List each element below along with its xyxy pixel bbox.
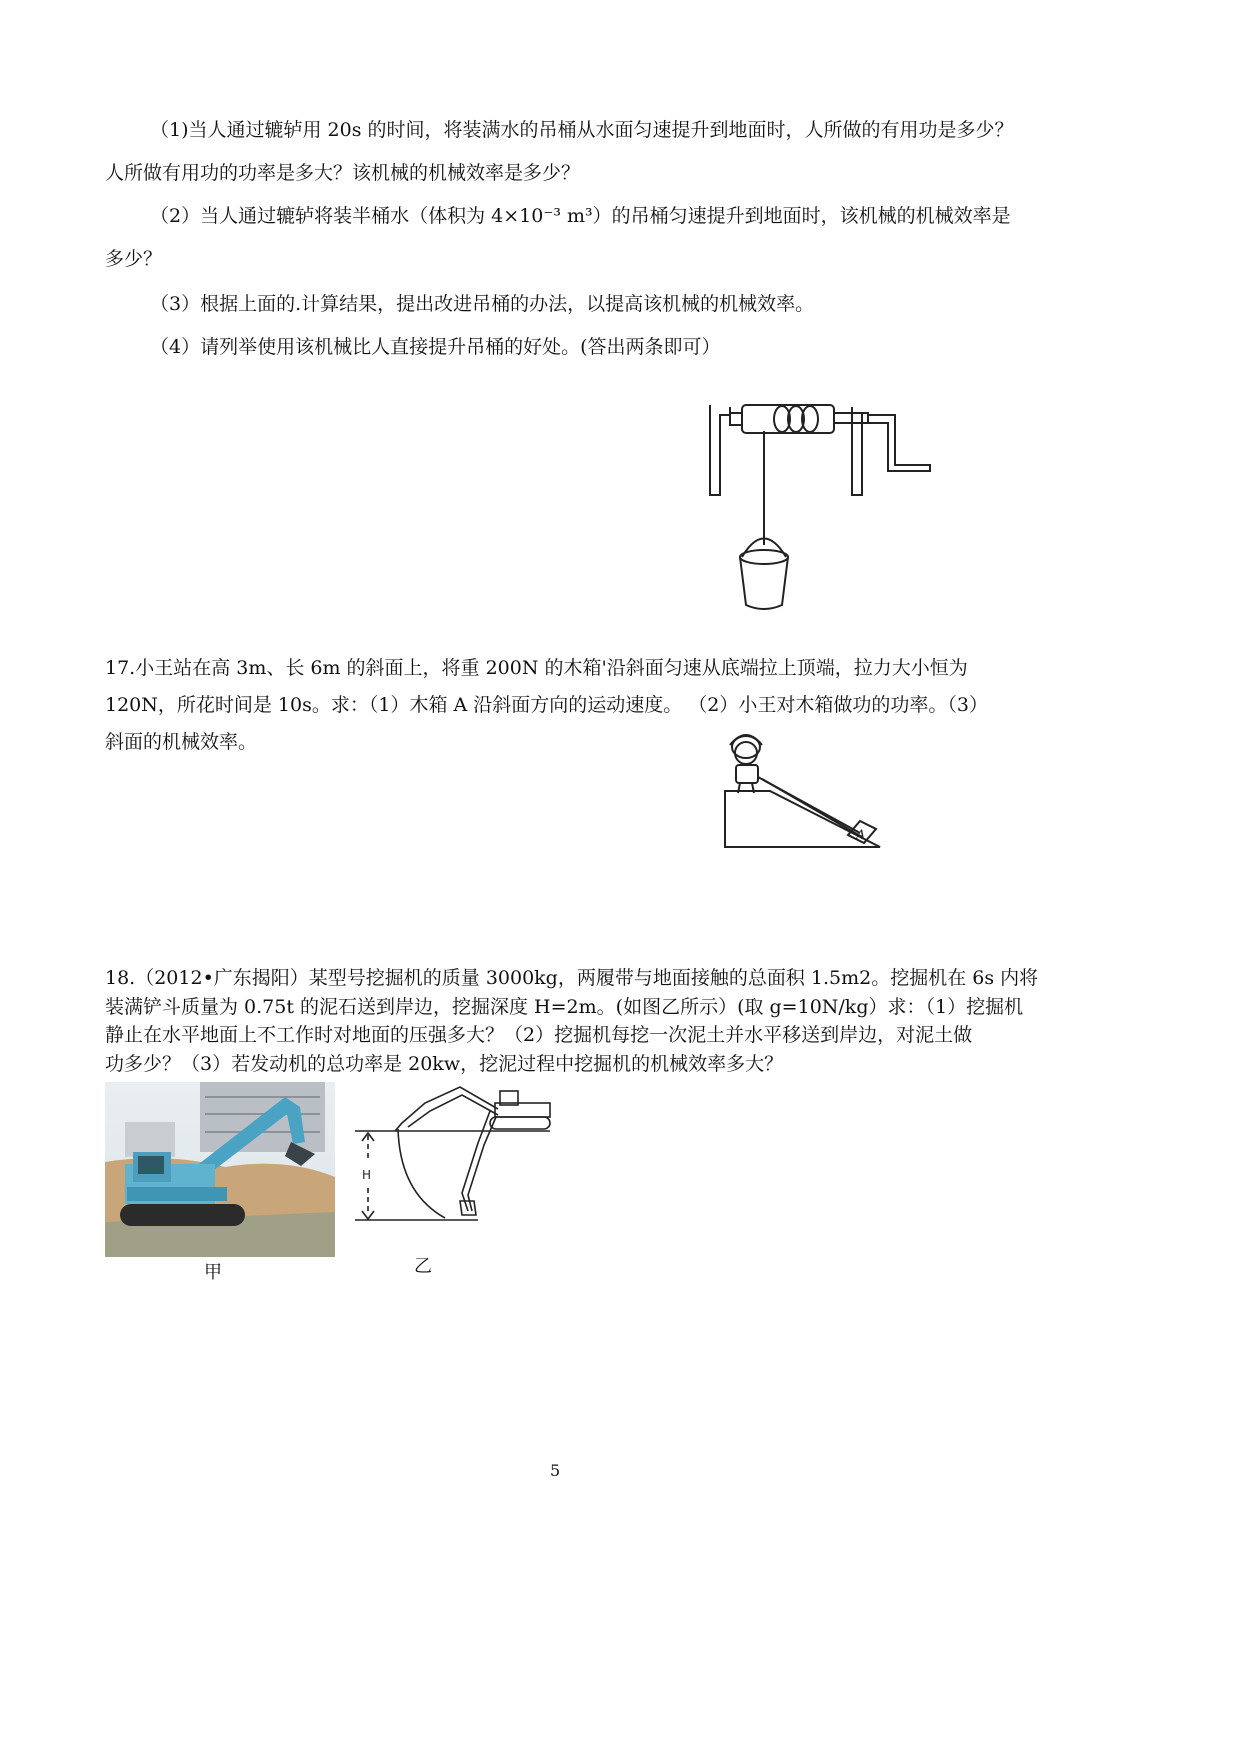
q18-line2: 装满铲斗质量为 0.75t 的泥石送到岸边，挖掘深度 H=2m。(如图乙所示）(取 g=10N/kg）求：（1）挖掘机 (105, 996, 1024, 1018)
q16-sub3: （3）根据上面的.计算结果，提出改进吊桶的办法，以提高该机械的机械效率。 (150, 293, 815, 315)
box-a-label: A (856, 828, 866, 843)
q17-line1: 17.小王站在高 3m、长 6m 的斜面上，将重 200N 的木箱'沿斜面匀速从底端拉上顶端，拉力大小恒为 (105, 657, 968, 679)
h-label: H (362, 1168, 372, 1182)
q16-sub2-line2: 多少？ (105, 248, 163, 270)
incline-figure (720, 725, 890, 855)
q17-line2: 120N，所花时间是 10s。求：（1）木箱 A 沿斜面方向的运动速度。 （2）小王对木箱做功的功率。（3） (105, 694, 988, 716)
q17-line3: 斜面的机械效率。 (105, 731, 258, 753)
q16-sub1-line2: 人所做有用功的功率是多大？该机械的机械效率是多少？ (105, 162, 581, 184)
fig-jia-caption: 甲 (204, 1262, 222, 1283)
q18-line3: 静止在水平地面上不工作时对地面的压强多大？（2）挖掘机每挖一次泥土并水平移送到岸边，对泥土做 (105, 1024, 973, 1046)
windlass-figure (700, 395, 940, 615)
q16-sub1-line1: （1)当人通过辘轳用 20s 的时间，将装满水的吊桶从水面匀速提升到地面时，人所做的有用功是多少？ (150, 119, 1014, 141)
q16-sub4: （4）请列举使用该机械比人直接提升吊桶的好处。(答出两条即可） (150, 336, 721, 358)
fig-yi-caption: 乙 (414, 1256, 432, 1277)
page-number: 5 (550, 1461, 561, 1480)
q18-line4: 功多少？（3）若发动机的总功率是 20kw，挖泥过程中挖掘机的机械效率多大？ (105, 1053, 784, 1075)
excavator-diagram (350, 1083, 560, 1223)
q16-sub2-line1: （2）当人通过辘轳将装半桶水（体积为 4×10⁻³ m³）的吊桶匀速提升到地面时，该机械的机械效率是 (150, 205, 1011, 227)
excavator-photo (105, 1082, 335, 1257)
q18-line1: 18.（2012•广东揭阳）某型号挖掘机的质量 3000kg，两履带与地面接触的总面积 1.5m2。挖掘机在 6s 内将 (105, 967, 1039, 989)
